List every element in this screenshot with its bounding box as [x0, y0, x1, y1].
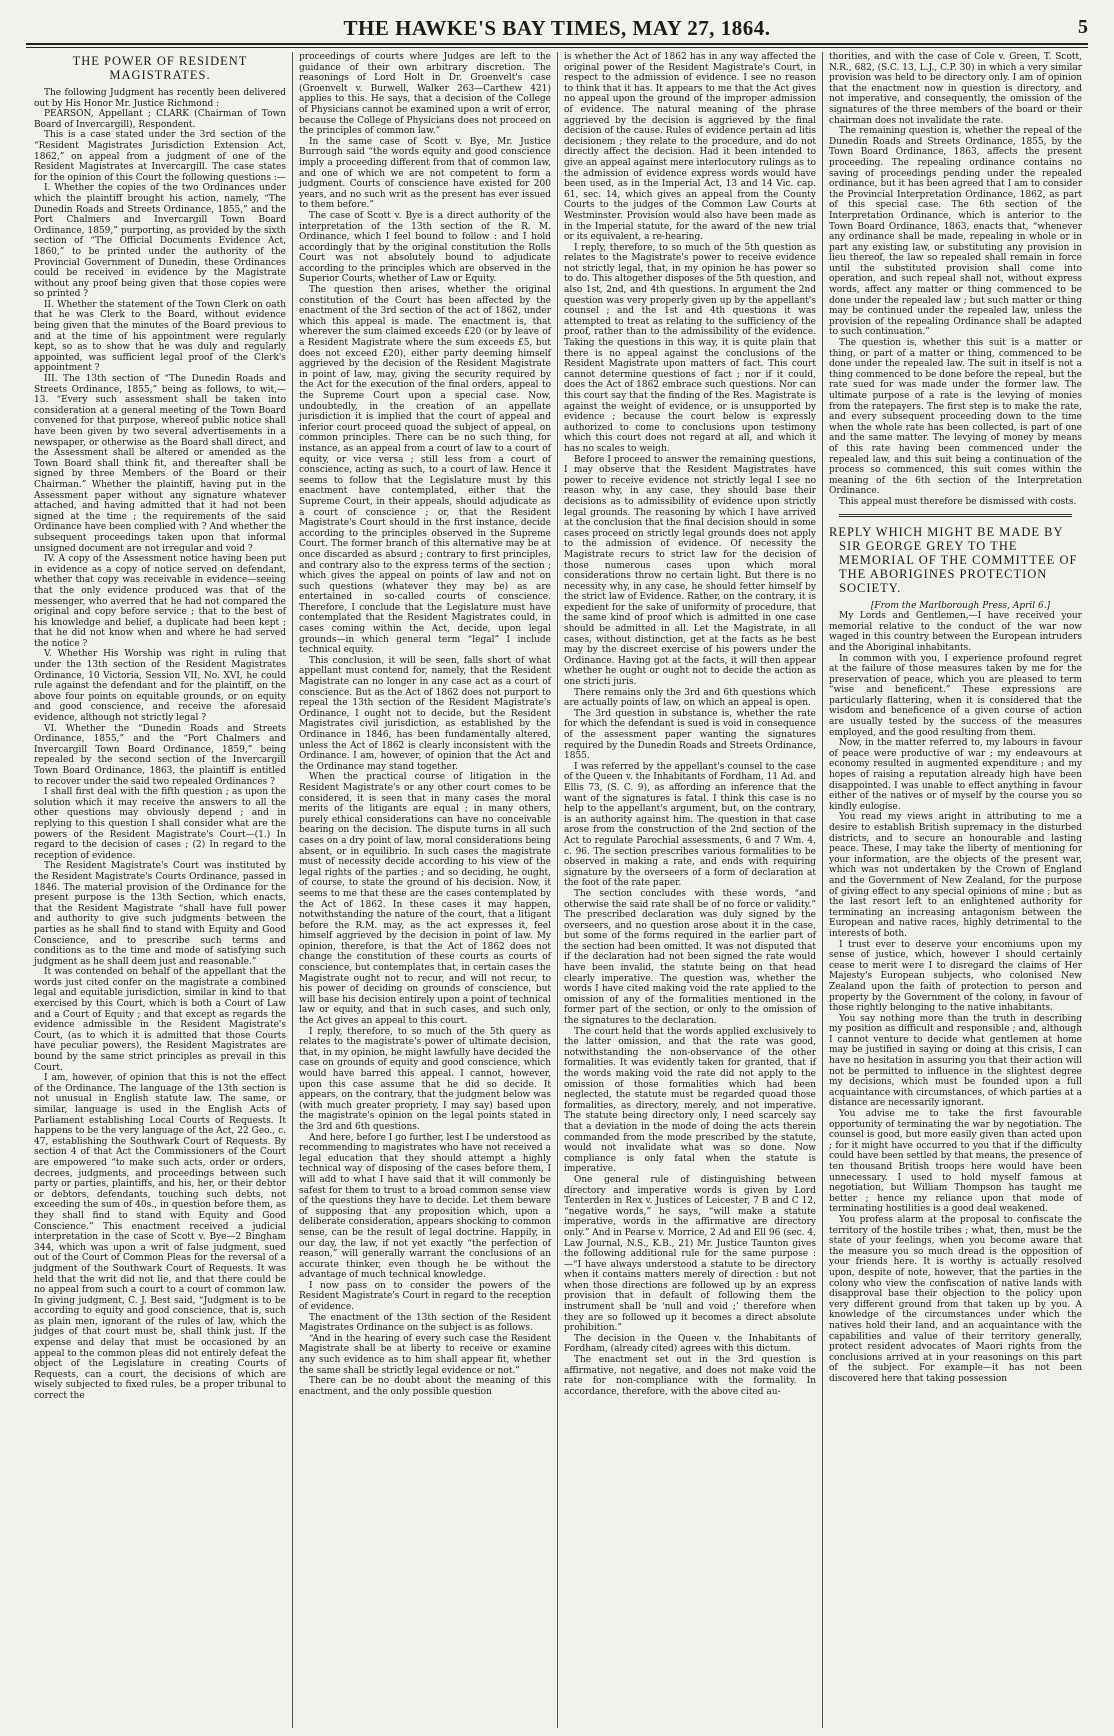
paragraph: The question then arises, whether the original constitution of the Court has been affected by the enactment of the 3rd section of the act of 1862, under which this appeal is made. The enactment is, that wherever the sum claimed exceeds £20 (or by leave of a Resident Magistrate where the sum exceeds £5, but does not exceed £20), either party deeming himself aggrieved by the decision of the Resident Magistrate in point of law, may, giving the security required by the Act for the execution of the final orders, appeal to the Supreme Court upon a special case. Now, undoubtedly, in the creation of an appellate jurisdiction it is implied that the court of appeal and inferior court proceed quoad the subject of appeal, on common principles. There can be no such thing, for instance, as an appeal from a court of law to a court of equity, or vice versa ; still less from a court of conscience, acting as such, to a court of law. Hence it seems to follow that the Legislature must by this enactment have contemplated, either that the Supreme Court, in their appeals, should adjudicate as a court of conscience ; or, that the Resident Magistrate's Court should in the first instance, decide according to the principles observed in the Supreme Court. The former branch of this alternative may be at once discarded as absurd ; contrary to first principles, and contrary also to the express terms of the section ; which gives the appeal on points of law and not on such questions (whatever they may be) as are entertained in so-called courts of conscience. Therefore, I conclude that the Legislature must have contemplated that the Resident Magistrates could, in cases coming within the Act, decide, upon legal grounds—in which general term “legal” I include technical equity. — [299, 285, 551, 656]
paragraph: I was referred by the appellant's counsel to the case of the Queen v. the Inhabitants of Fordham, 11 Ad. and Ellis 73, (S. C. 9), as affording an inference that the want of the signatures is fatal. I think this case is no help to the appellant's argument, but, on the contrary, is an authority against him. The question in that case arose from the construction of the 2nd section of the Act to regulate Parochial assessments, 6 and 7 Wm. 4, c. 96. The section prescribes various formalities to be observed in making a rate, and ends with requiring signature by the overseers of a form of declaration at the foot of the rate paper. — [564, 761, 816, 889]
paragraph: My Lords and Gentlemen,—I have received your memorial relative to the conduct of the war now waged in this country between the European intruders and the Aboriginal inhabitants. — [829, 611, 1082, 653]
paragraph: I trust ever to deserve your encomiums upon my sense of justice, which, however I should certainly cease to merit were I to disregard the claims of Her Majesty's European subjects, who colonised New Zealand upon the faith of protection to person and property by the Government of the colony, in favour of those rightly belonging to the native inhabitants. — [829, 939, 1082, 1014]
paragraph: II. Whether the statement of the Town Clerk on oath that he was Clerk to the Board, without evidence being given that the minutes of the Board previous to and at the time of his appointment were regularly kept, so as to show that he was duly and regularly appointed, was sufficient legal proof of the Clerk's appointment ? — [34, 299, 286, 374]
paragraph: The enactment of the 13th section of the Resident Magistrates Ordinance on the subject is as follows. — [299, 1312, 551, 1334]
paragraph: The question is, whether this suit is a matter or thing, or part of a matter or thing, commenced to be done under the repealed law. The suit in itself is not a thing commenced to be done before the repeal, but the rate sued for was made under the former law. The ultimate purpose of a rate is the levying of monies from the ratepayers. The first step is to make the rate, and every subsequent proceeding down to the time when the whole rate has been collected, is part of one and the same matter. The levying of money by means of this rate having been commenced under the repealed law, and this suit being a continuation of the process so commenced, this suit comes within the meaning of the 6th section of the Interpretation Ordinance. — [829, 338, 1082, 497]
paragraph: There remains only the 3rd and 6th questions which are actually points of law, on which an appeal is open. — [564, 687, 816, 709]
columns — [28, 52, 1088, 1728]
paragraph: One general rule of distinguishing between directory and imperative words is given by Lord Tenterden in Rex v. Justices of Leicester, 7 B and C 12, “negative words,” he says, “will make a statute imperative, words in the affirmative are directory only.” And in Pearse v. Morrice, 2 Ad and Ell 96 (sec. 4, Law Journal, N.S., K.B., 21) Mr. Justice Taunton gives the following additional rule for the same purpose :—“I have always understood a statute to be directory when it contains matters merely of direction : but not when those directions are followed up by an express provision that in default of following them the instrument shall be ‘null and void ;’ therefore when they are so followed up it becomes a direct absolute prohibition.” — [564, 1174, 816, 1334]
article-intro: The following Judgment has recently been delivered out by His Honor Mr. Justice Richmond : — [34, 88, 286, 109]
masthead — [26, 16, 1088, 42]
article-source: [From the Marlborough Press, April 6.] — [870, 600, 1051, 611]
column-1 — [28, 52, 293, 1728]
paragraph: I reply, therefore, to so much of the 5th question as relates to the Magistrate's power to receive evidence not strictly legal, that, in my opinion he has power so to do. This altogether disposes of the 5th question, and also 1st, 2nd, and 4th questions. In argument the 2nd question was very properly given up by the appellant's counsel ; and the 1st and 4th questions it was attempted to treat as relating to the sufficiency of the proof, rather than to the admissibility of the evidence. Taking the questions in this way, it is quite plain that there is no appeal against the conclusions of the Resident Magistrate upon matters of fact. This court cannot determine questions of fact ; nor if it could, does the Act of 1862 embrace such questions. Nor can this court say that the finding of the Res. Magistrate is against the weight of evidence, or is unsupported by evidence ; because the court below is expressly authorized to come to conclusions upon testimony which this court does not regard at all, and which it has no scales to weigh. — [564, 242, 816, 454]
masthead-rule — [26, 43, 1088, 48]
paragraph: I am, however, of opinion that this is not the effect of the Ordinance. The language of the 13th section is not unusual in English statute law. The same, or similar, language is used in the English Acts of Parliament establishing Local Courts of Requests. It happens to be the very language of the Act, 22 Geo., c. 47, establishing the Southwark Court of Requests. By section 4 of that Act the Commissioners of the Court are empowered “to make such acts, order or orders, decrees, judgments, and proceedings between such party or parties, plaintiffs, and his, her, or their debtor or debtors, defendants, touching such debts, not exceeding the sum of 40s., in question before them, as they shall find to stand with Equity and Good Conscience.” This enactment received a judicial interpretation in the case of Scott v. Bye—2 Bingham 344, which was upon a writ of false judgment, sued out of the Court of Common Pleas for the reversal of a judgment of the Southwark Court of Requests. It was held that the writ did not lie, and that there could be no appeal from such a court to a court of common law. In giving judgment, C. J. Best said, “Judgment is to be according to equity and good conscience, that is, such as plain men, ignorant of the rules of law, which the judges of that court must be, shall think just. If the expense and delay that must be occasioned by an appeal to the common pleas did not entirely defeat the object of the Legislature in creating Courts of Requests, can a court, the decisions of which are wisely subjected to fixed rules, be a proper tribunal to correct the — [34, 1073, 286, 1402]
paragraph: proceedings of courts where Judges are left to the guidance of their own arbitrary discretion. The reasonings of Lord Holt in Dr. Groenvelt's case (Groenvelt v. Burwell, Walker 263—Carthew 421) applies to this. He says, that a decision of the College of Physicians cannot be examined upon a writ of error, because the College of Physicians does not proceed on the principles of common law.” — [299, 52, 551, 137]
paragraph: There can be no doubt about the meaning of this enactment, and the only possible question — [299, 1376, 551, 1397]
paragraph: The section concludes with these words, “and otherwise the said rate shall be of no force or validity.” The prescribed declaration was duly signed by the overseers, and no question arose about it in the case, but some of the forms required in the earlier part of the section had been omitted. It was not disputed that if the declaration had not been signed the rate would have been invalid, the statute being on that head clearly imperative. The question was, whether the words I have cited making void the rate applied to the omission of any of the formalities mentioned in the former part of the section, or only to the omission of the signatures to the declaration. — [564, 888, 816, 1027]
paragraph: V. Whether His Worship was right in ruling that under the 13th section of the Resident Magistrates Ordinance, 10 Victoria, Session VII, No. XVI, he could rule against the defendant and for the plaintiff, on the above four points on equitable grounds, or on equity and good conscience, and receive the aforesaid evidence, although not strictly legal ? — [34, 649, 286, 724]
paragraph: You read my views aright in attributing to me a desire to establish British supremacy in the disturbed districts, and to secure an honourable and lasting peace. These, I may take the liberty of mentioning for your information, are the objects of the present war, which was not undertaken by the Crown of England and the Government of New Zealand, for the purpose of giving effect to any special opinions of mine ; but as the last resort left to an enlightened authority for terminating an increasing antagonism between the European and native races, highly detrimental to the interests of both. — [829, 812, 1082, 939]
paragraph: This is a case stated under the 3rd section of the “Resident Magistrates Jurisdiction Extension Act, 1862,” on appeal from a judgment of one of the Resident Magistrates at Invercargill. The case states for the opinion of this Court the following questions :— — [34, 130, 286, 183]
paragraph: IV. A copy of the Assessment notice having been put in evidence as a copy of notice served on defendant, whether that copy was receivable in evidence—seeing that the only evidence produced was that of the messenger, who averred that he had not compared the original and copy before service ; that to the best of his knowledge and belief, a duplicate had been kept ; that he did not know when and where he had served the notice ? — [34, 554, 286, 649]
paragraph: In the same case of Scott v. Bye, Mr. Justice Burrough said “the words equity and good conscience imply a proceeding different from that of common law, and one of which we are not competent to form a judgment. Courts of conscience have existed for 200 years, and no such writ as the present has ever issued to them before.” — [299, 136, 551, 211]
paragraph: VI. Whether the “Dunedin Roads and Streets Ordinance, 1855,” and the “Port Chalmers and Invercargill Town Board Ordinance, 1859,” being repealed by the second section of the Invercargill Town Board Ordinance, 1863, the plaintiff is entitled to recover under the said two repealed Ordinances ? — [34, 723, 286, 787]
paragraph: The court held that the words applied exclusively to the latter omission, and that the rate was good, notwithstanding the non-observance of the other formalities. It was evidently taken for granted, that if the words making void the rate did not apply to the omission of those formalities which had been neglected, the statute must be regarded quoad those formalities, as directory, merely, and not imperative. The statute being directory only, I need scarcely say that a deviation in the mode of doing the acts therein commanded from the mode prescribed by the statute, would not invalidate what was so done. Now compliance is only fatal when the statute is imperative. — [564, 1026, 816, 1175]
paragraph: is whether the Act of 1862 has in any way affected the original power of the Resident Magistrate's Court, in respect to the admission of evidence. I see no reason to think that it has. It appears to me that the Act gives no appeal upon the ground of the improper admission of evidence. The natural meaning of the phrase aggrieved by the decision is aggrieved by the final decision of the cause. Rules of evidence pertain ad litis decisionem ; they relate to the procedure, and do not directly affect the decision. Had it been intended to give an appeal against mere interlocutory rulings as to the admission of evidence express words would have been used, as in the Imperial Act, 13 and 14 Vic. cap. 61, sec. 14, which gives an appeal from the County Courts to the judges of the Common Law Courts at Westminster. Provision would also have been made as in the Imperial statute, for the award of the new trial or its equivalent, a re-hearing. — [564, 52, 816, 243]
column-2 — [293, 52, 558, 1728]
paragraph: You advise me to take the first favourable opportunity of terminating the war by negotiation. The counsel is good, but more easily given than acted upon ; for it might have occurred to you that if the difficulty could have been settled by that means, the presence of ten thousand British troops here would have been unnecessary. I used to hold myself famous at negotiation, but William Thompson has taught me better ; hence my reliance upon that mode of terminating hostilities is a good deal weakened. — [829, 1109, 1082, 1215]
paragraph: Now, in the matter referred to, my labours in favour of peace were productive of war ; my endeavours at economy resulted in augmented expenditure ; and my hopes of raising a reputation already high have been disappointed. I was unable to effect anything in favour either of the natives or of myself by the course you so kindly eulogise. — [829, 738, 1082, 812]
paragraph: I. Whether the copies of the two Ordinances under which the plaintiff brought his action, namely, “The Dunedin Roads and Streets Ordinance, 1855,” and the Port Chalmers and Invercargill Town Board Ordinance, 1859,” purporting, as provided by the sixth section of “The Official Documents Evidence Act, 1860,” to be printed under the authority of the Provincial Government of Dunedin, these Ordinances could be received in evidence by the Magistrate without any proof being given that those copies were so printed ? — [34, 183, 286, 300]
paragraph: When the practical course of litigation in the Resident Magistrate's or any other court comes to be considered, it is seen that in many cases the moral merits of the litigants are equal ; in many others, purely ethical considerations can have no conceivable bearing on the decision. The dispute turns in all such cases on a dry point of law, moral considerations being absent, or in equilibrio. In such cases the magistrate must of necessity decide according to his view of the legal rights of the parties ; and so deciding, he ought, of course, to state the ground of his decision. Now, it seems to me that these are the cases contemplated by the Act of 1862. In these cases it may happen, notwithstanding the nature of the court, that a litigant before the R.M. may, as the act expresses it, feel himself aggrieved by the decision in point of law. My opinion, therefore, is that the Act of 1862 does not change the constitution of these courts as courts of conscience, but contemplates that, in certain cases the Magistrate ought not to recur, and will not recur, to his power of deciding on grounds of conscience, but will base his decision entirely upon a point of technical law or equity, and that in such cases, and such only, the Act gives an appeal to this court. — [299, 772, 551, 1027]
paragraph: You profess alarm at the proposal to confiscate the territory of the hostile tribes ; what, then, must be the state of your feelings, when you become aware that the measure you so much dread is the opposition of your friends here. It is worthy is actually resolved upon, despite of note, however, that the parties in the colony who view the confiscation of native lands with disapproval base their objection to the policy upon very different ground from that taken up by you. A knowledge of the circumstances under which the natives hold their land, and an acquaintance with the capabilities and value of their territory generally, protect resident advocates of Maori rights from the conclusions arrived at in your reasonings on this part of the subject. For example—it has not been discovered here that taking possession — [829, 1214, 1082, 1384]
case-parties: PEARSON, Appellant ; CLARK (Chairman of Town Board of Invercargill), Respondent. — [34, 109, 286, 130]
paragraph: You say nothing more than the truth in describing my position as difficult and responsible ; and, although I cannot venture to decide what gentlemen at home may be justified in saying or doing at this crisis, I can have no hesitation in assuring you that their action will not be permitted to influence in the slightest degree my decisions, which must be founded upon a full acquaintance with circumstances, of which parties at a distance are necessarily ignorant. — [829, 1013, 1082, 1109]
paragraph: The remaining question is, whether the repeal of the Dunedin Roads and Streets Ordinance, 1855, by the Town Board Ordinance, 1863, affects the present proceeding. The repealing ordinance contains no saving of proceedings pending under the repealed ordinance, but it has been agreed that I am to consider the Provincial Interpretation Ordinance, 1862, as part of this special case. The 6th section of the Interpretation Ordinance, which is anterior to the Town Board Ordinance, 1863, enacts that, “whenever any ordinance shall be made, repealing in whole or in part any existing law, or substituting any provision in lieu thereof, the law so repealed shall remain in force until the substituted provision shall come into operation, and such repeal shall not, without express words, affect any matter or thing commenced to be done under the repealed law ; but such matter or thing may be continued under the repealed law, unless the provision of the repealing Ordinance shall be adapted to such continuation.” — [829, 126, 1082, 338]
paragraph: III. The 13th section of “The Dunedin Roads and Streets Ordinance, 1855,” being as follows, to wit,—13. “Every such assessment shall be taken into consideration at a general meeting of the Town Board convened for that purpose, whereof public notice shall have been given by two several advertisements in a newspaper, or otherwise as the Board shall direct, and the Assessment shall be altered or amended as the Town Board shall think fit, and thereafter shall be signed by three Members of the Board or their Chairman.” Whether the plaintiff, having put in the Assessment paper without any signature whatever attached, and having admitted that it had not been signed at the time ; the requirements of the said Ordinance have been complied with ? And whether the subsequent proceedings taken upon that informal unsigned document are not irregular and void ? — [34, 374, 286, 554]
paragraph: The Resident Magistrate's Court was instituted by the Resident Magistrate's Courts Ordinance, passed in 1846. The material provision of the Ordinance for the present purpose is the 13th Section, which enacts, that the Resident Magistrate “shall have full power and authority to give such judgments between the parties as he shall find to stand with Equity and Good Conscience, and to prescribe such terms and conditions as to the time and mode of satisfying such judgment as he shall deem just and reasonable.” — [34, 861, 286, 967]
paragraph: It was contended on behalf of the appellant that the words just cited confer on the magistrate a combined legal and equitable jurisdiction, similar in kind to that exercised by this Court, which is both a Court of Law and a Court of Equity ; and that except as regards the evidence admissible in the Resident Magistrate's Court, (as to which it is admitted that those Courts have peculiar powers), the Resident Magistrates are bound by the same strict principles as prevail in this Court. — [34, 967, 286, 1073]
paragraph: This appeal must therefore be dismissed with costs. — [839, 496, 1077, 507]
article-separator — [839, 514, 1072, 517]
paragraph: The 3rd question in substance is, whether the rate for which the defendant is sued is void in consequence of the assessment paper wanting the signatures required by the Dunedin Roads and Streets Ordinance, 1855. — [564, 708, 816, 762]
masthead-title: THE HAWKE'S BAY TIMES, MAY 27, 1864. — [343, 16, 771, 40]
page-number: 5 — [1078, 16, 1088, 38]
article-headline: THE POWER OF RESIDENT MAGISTRATES. — [72, 54, 248, 82]
paragraph: “And in the hearing of every such case the Resident Magistrate shall be at liberty to receive or examine any such evidence as to him shall appear fit, whether the same shall be strictly legal evidence or not.” — [299, 1333, 551, 1376]
article-headline: REPLY WHICH MIGHT BE MADE BY SIR GEORGE GREY TO THE MEMORIAL OF THE COMMITTEE OF THE ABORIGINES PROTECTION SOCIETY. — [829, 524, 1078, 595]
paragraph: The case of Scott v. Bye is a direct authority of the interpretation of the 13th section of the R. M. Ordinance, which I feel bound to follow : and I hold accordingly that by the original constitution the Rolls Court was not absolutely bound to adjudicate according to the principles which are observed in the Superior Courts, whether of Law or Equity. — [299, 210, 551, 285]
paragraph: I reply, therefore, to so much of the 5th query as relates to the magistrate's power of ultimate decision, that, in my opinion, he might lawfully have decided the case on grounds of equity and good conscience, which would have barred this appeal. I cannot, however, upon this case assume that he did so decide. It appears, on the contrary, that the judgment below was (with much greater propriety, I may say) based upon the magistrate's opinion on the legal points stated in the 3rd and 6th questions. — [299, 1026, 551, 1132]
paragraph: Before I proceed to answer the remaining questions, I may observe that the Resident Magistrates have power to receive evidence not strictly legal I see no reason why, in any case, they should base their decisions as to admissibility of evidence upon strictly legal grounds. The reasoning by which I have arrived at the conclusion that the final decision should in some cases proceed on strictly legal grounds does not apply to the admission of evidence. Of necessity the Magistrate recurs to strict law for the decision of those numerous cases upon which moral considerations throw no certain light. But there is no necessity why, in any case, he should fetter himself by the strict law of Evidence. Rather, on the contrary, it is expedient for the sake of uniformity of procedure, that the same kind of proof which is admitted in one case should be admitted in all. Let the Magistrate, in all cases, without distinction, get at the facts as he best may by the discreet exercise of his powers under the Ordinance. Having got at the facts, it will then appear whether he ought or ought not to decide the action as one stricti juris. — [564, 454, 816, 688]
paragraph: I now pass on to consider the powers of the Resident Magistrate's Court in regard to the reception of evidence. — [299, 1280, 551, 1313]
column-4 — [823, 52, 1088, 1728]
paragraph: The decision in the Queen v. the Inhabitants of Fordham, (already cited) agrees with this dictum. — [564, 1333, 816, 1355]
paragraph: This conclusion, it will be seen, falls short of what appellant must contend for, namely, that the Resident Magistrate can no longer in any case act as a court of conscience. But as the Act of 1862 does not purport to repeal the 13th section of the Resident Magistrate's Ordinance, I ought not to decide, but the Resident Magistrates civil jurisdiction, as established by the Ordinance in 1846, has been fundamentally altered, unless the Act of 1862 is clearly inconsistent with the Ordinance. I am, however, of opinion that the Act and the Ordinance may stand together. — [299, 655, 551, 772]
column-3 — [558, 52, 823, 1728]
paragraph: The enactment set out in the 3rd question is affirmative, not negative, and does not make void the rate for non-compliance with the formality. In accordance, therefore, with the above cited au- — [564, 1355, 816, 1397]
paragraph: In common with you, I experience profound regret at the failure of those measures taken by me for the preservation of peace, which you are pleased to term “wise and beneficent.” These expressions are particularly flattering, when it is considered that the wisdom and beneficence of a given course of action are usually tested by the success of the measures employed, and the good resulting from them. — [829, 653, 1082, 738]
paragraph: And here, before I go further, lest I be understood as recommending to magistrates who have not received a legal education that they should attempt a highly technical way of disposing of the cases before them, I will add to what I have said that it will commonly be safest for them to trust to a broad common sense view of the questions they have to decide. Let them beware of supposing that any proposition which, upon a deliberate consideration, appears shocking to common sense, can be the result of legal doctrine. Happily, in our day, the law, if not yet exactly “the perfection of reason,” will generally warrant the conclusions of an accurate thinker, even though he be without the advantage of much technical knowledge. — [299, 1132, 551, 1281]
paragraph: thorities, and with the case of Cole v. Green, T. Scott, N.R., 682, (S.C. 13, L.J., C.P. 30) in which a very similar provision was held to be directory only. I am of opinion that the enactment now in question is directory, and not imperative, and consequently, the omission of the signatures of the three members of the board or their chairman does not invalidate the rate. — [829, 52, 1082, 126]
paragraph: I shall first deal with the fifth question ; as upon the solution which it may receive the answers to all the other questions may obviously depend ; and in replying to this question I shall consider what are the powers of the Resident Magistrate's Court—(1.) In regard to the decision of cases ; (2) In regard to the reception of evidence. — [34, 787, 286, 861]
